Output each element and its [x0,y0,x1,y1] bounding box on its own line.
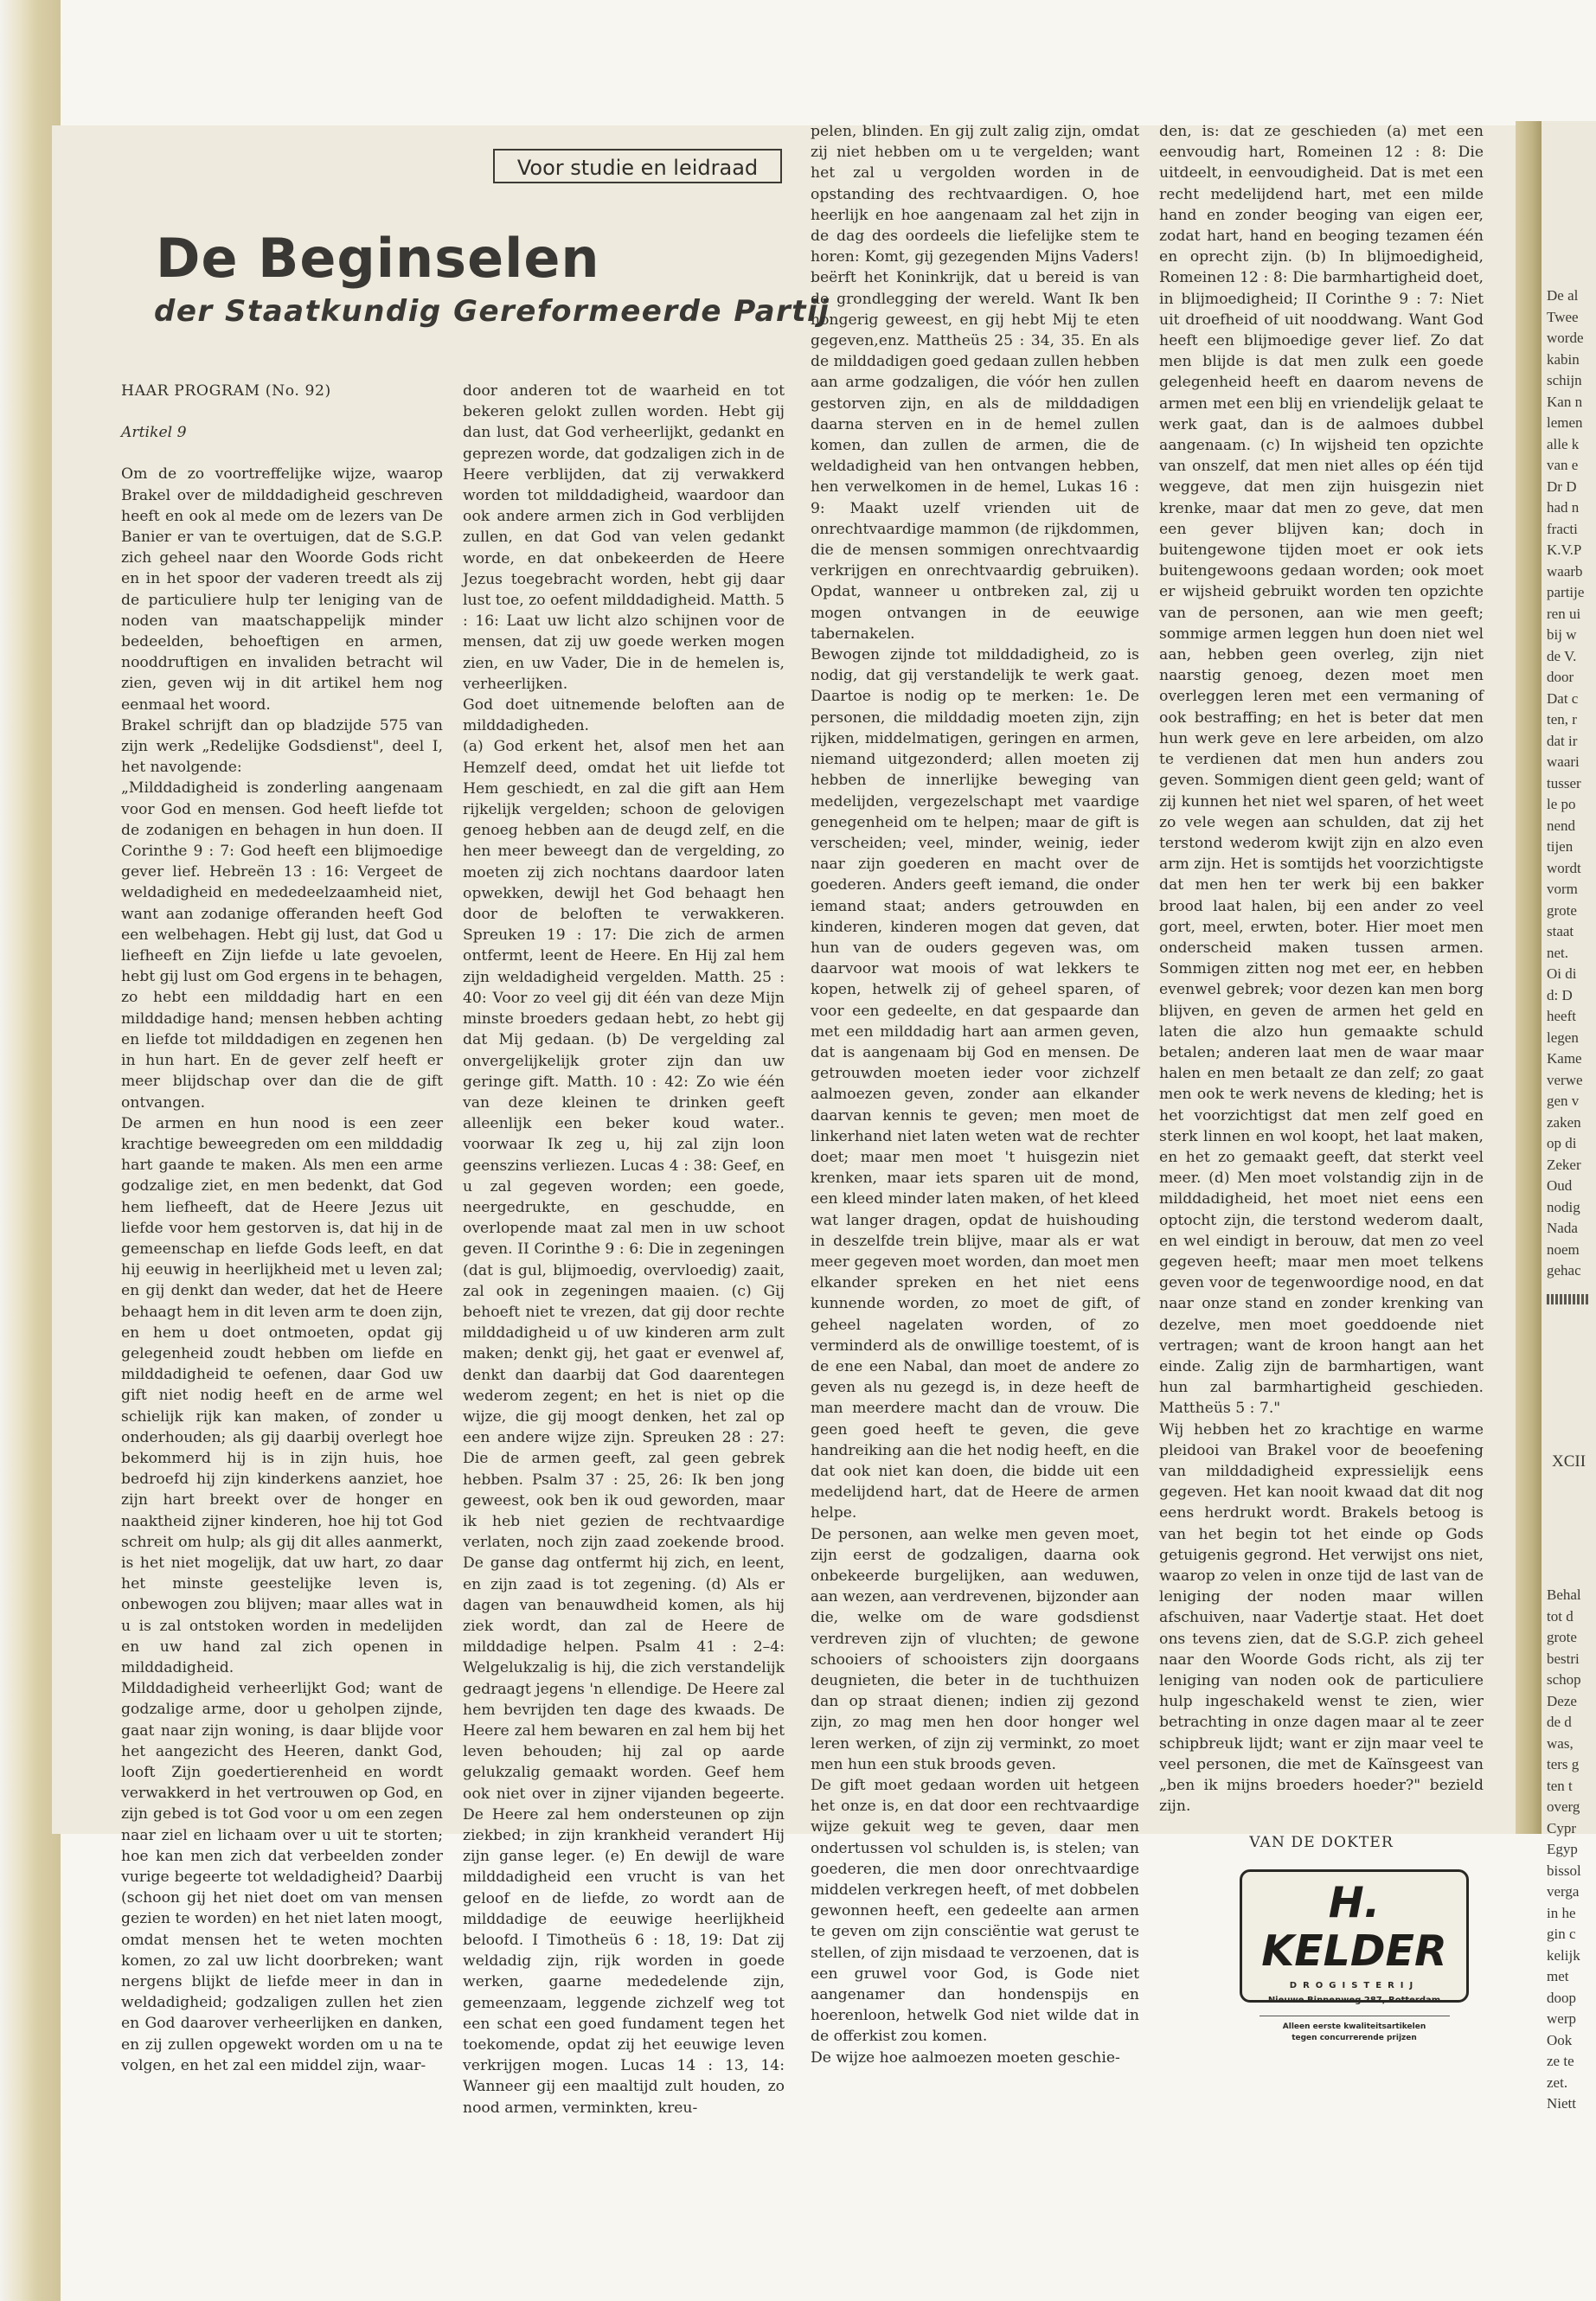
text-fragment: bij w [1547,626,1577,643]
text-fragment: kelijk [1547,1946,1580,1964]
text-fragment: staat [1547,923,1574,939]
text-fragment: heeft [1547,1008,1576,1024]
text-column-1 [121,381,443,2076]
text-fragment: gen v [1547,1093,1580,1109]
paragraph: God doet uitnemende beloften aan de milddadigheden. [463,696,785,735]
text-fragment: wordt [1547,859,1581,876]
text-fragment: Kan n [1547,393,1583,410]
paragraph: „Milddadigheid is zonderling aangenaam voor God en mensen. God heeft liefde tot de zodanigen en behagen in hun doen. II Corinthe 9 : 7: God heeft een blijmoedige gever lief. Hebreën 13 : 16: Vergeet de weldadigheid en mededeelzaamheid niet, want aan zodanige offeranden heeft God een welbehagen. Hebt gij lust, dat God u liefheeft en Zijn liefde u late gevoelen, hebt gij lust om God ergens in te behagen, zo hebt een milddadig hart en een milddadige hand; mensen hebben achting en liefde tot milddadigen en zegenen hen in hun hart. En de gever zelf heeft er meer blijdschap over dan die de gift ontvangen. [121,779,443,1112]
text-fragment: schop [1547,1671,1581,1688]
text-fragment: Kame [1547,1050,1582,1067]
text-fragment: Behal [1547,1586,1581,1603]
text-fragment: zaken [1547,1113,1581,1131]
paragraph: De armen en hun nood is een zeer krachtige beweegreden om een milddadig hart gaande te maken. Als men een arme godzalige ziet, en men bedenkt, dat God hem liefheeft, dat de Heere Jezus uit liefde voor hem gestorven is, dat hij in de gemeenschap en liefde Gods leeft, en dat hij eeuwig in heerlijkheid met u leven zal; en gij denkt dan weder, dat het de Heere behaagt hem in dit leven arm te doen zijn, en hem u doet ontmoeten, opdat gij gelegenheid zoudt hebben om liefde en milddadigheid te oefenen, daar God uw gift niet nodig heeft en de arme wel schielijk rijk kan maken, of zonder u onderhouden; als gij daarbij overlegt hoe bekommerd hij is in zijn huis, hoe bedroefd hij zijn kinderkens aanziet, hoe zijn hart breekt over de honger en naaktheid zijner kinderen, hoe hij tot God schreit om hulp; als gij dit alles aanmerkt, is het niet mogelijk, dat uw hart, zo daar het minste geestelijke leven is, onbewogen zou blijven; maar alles wat in u is zal ontstoken worden in medelijden en uw hand zal zich openen in milddadigheid. [121,1114,443,1676]
text-fragment: fracti [1547,520,1578,537]
ad-note-line-1: Alleen eerste kwaliteitsartikelen [1282,2022,1426,2031]
section-badge: Voor studie en leidraad [493,149,782,183]
text-fragment: verga [1547,1883,1580,1900]
text-fragment: schijn [1547,372,1582,388]
adjacent-section-number: XCII [1552,1452,1586,1471]
text-fragment: ren ui [1547,605,1581,622]
paragraph: (a) God erkent het, alsof men het aan Hemzelf deed, omdat het uit liefde tot Hem geschiedt, en zal die gift aan Hem rijkelijk vergelden; schoon de gelovigen genoeg hebben aan de deugd zelf, en die hen meer beweegt dan de vergelding, zo moeten zij zich nochtans daardoor laten opwekken, dewijl het God behaagt hen door de beloften te verwakkeren. Spreuken 19 : 17: Die zich de armen ontfermt, leent de Heere. En Hij zal hem zijn weldadigheid vergelden. Matth. 25 : 40: Voor zo veel gij dit één van deze Mijn minste broeders gedaan hebt, zo hebt gij dat Mij gedaan. (b) De vergelding zal onvergelijkelijk groter zijn dan uw geringe gift. Matth. 10 : 42: Zo wie één van deze kleinen te drinken geeft alleenlijk een beker koud water.. voorwaar Ik zeg u, hij zal zijn loon geenszins verliezen. Lucas 4 : 38: Geef, en u zal gegeven worden; een goede, neergedrukte, en geschudde, en overlopende maat zal men in uw schoot geven. II Corinthe 9 : 6: Die in zegeningen (dat is gul, blijmoedig, overvloedig) zaait, zal ook in zegeningen maaien. (c) Gij behoeft niet te vrezen, dat gij door rechte milddadigheid u of uw kinderen arm zult maken; denkt gij, het gaat er evenwel af, denkt dan daarbij dat God daarentegen wederom zegent; en het is niet op die wijze, die gij moogt denken, het zal op een andere wijze zijn. Spreuken 28 : 27: Die de armen geeft, zal geen gebrek hebben. Psalm 37 : 25, 26: Ik ben jong geweest, ook ben ik oud geworden, maar ik heb niet gezien de rechtvaardige verlaten, noch zijn zaad zoekende brood. De ganse dag ontfermt hij zich, en leent, en zijn zaad is tot zegening. (d) Als er dagen van benauwdheid komen, als hij ziek wordt, dan zal de Heere de milddadige helpen. Psalm 41 : 2–4: Welgelukzalig is hij, die zich verstandelijk gedraagt jegens 'n ellendige. De Heere zal hem bevrijden ten dage des kwaads. De Heere zal hem bewaren en zal hem bij het leven behouden; hij zal op aarde gelukzalig gemaakt worden. Geef hem ook niet over in zijner vijanden begeerte. De Heere zal hem ondersteunen op zijn ziekbed; in zijn krankheid verandert Hij zijn ganse leger. (e) En dewijl de ware milddadigheid een vrucht is van het geloof en de liefde, zo wordt aan de milddadige de eeuwige heerlijkheid beloofd. I Timotheüs 6 : 18, 19: Dat zij weldadig zijn, rijk worden in goede werken, gaarne mededelende zijn, gemeenzaam, leggende zichzelf weg tot een schat een goed fundament tegen het toekomende, opdat zij het eeuwige leven verkrijgen mogen. Lucas 14 : 13, 14: Wanneer gij een maaltijd zult houden, zo nood armen, verminkten, kreu- [463,738,785,2117]
text-fragment: tot d [1547,1607,1574,1625]
text-fragment: nodig [1547,1198,1580,1215]
text-fragment: verwe [1547,1071,1583,1088]
paragraph: Om de zo voortreffelijke wijze, waarop Brakel over de milddadigheid geschreven heeft en ook al mede om de lezers van De Banier er van te overtuigen, dat de S.G.P. zich geheel naar den Woorde Gods richt en in het spoor der vaderen treedt als zij de particuliere hulp ter leniging van de noden van maatschappelijk minder bedeelden, behoeftigen en armen, nooddruftigen en invaliden betracht wil zien, geven wij in dit artikel hem nog eenmaal het woord. [121,465,443,714]
text-fragment: ten t [1547,1777,1573,1794]
text-fragment: Twee [1547,308,1579,325]
text-fragment: door [1547,669,1574,685]
text-fragment: zet. [1547,2073,1568,2091]
drugstore-advertisement [1240,1869,1469,2042]
text-fragment: tijen [1547,838,1574,855]
text-fragment: kabin [1547,350,1580,368]
page-binding-right [1516,121,1542,1834]
text-fragment: overg [1547,1798,1580,1815]
text-fragment: Nada [1547,1220,1578,1236]
paragraph: Bewogen zijnde tot milddadigheid, zo is nodig, dat gij verstandelijk te werk gaat. Daartoe is nodig op te merken: 1e. De personen, die milddadig moeten zijn, zijn rijken, middelmatigen, geringen en armen, niemand uitgezonderd; allen moeten zij hebben de innerlijke beweging van medelijden, vergezelschapt met vaardige genegenheid om te helpen; maar de gift is verscheiden; veel, minder, weinig, ieder naar zijn goederen en macht over de goederen. Anders geeft iemand, die onder iemand staat; anders getrouwden en kinderen, kinderen mogen dat geven, dat hun van de ouders gegeven was, om daarvoor wat moois of wat lekkers te kopen, hetwelk zij of geheel sparen, of voor een gedeelte, en dat gespaarde dan met een milddadig hart aan armen geven, dat is aangenaam bij God en mensen. De getrouwden moeten ieder voor zichzelf aalmoezen geven, zonder aan elkander daarvan kennis te geven; men moet de linkerhand niet laten weten wat de rechter doet; maar men moet 't huisgezin niet krenken, maar iets sparen uit de mond, een kleed minder laten maken, of het kleed wat langer dragen, opdat de huishouding in deszelfde trein blijve, maar als er wat meer gegeven moet worden, dan moet men elkander spreken en het niet eens kunnende worden, zo moet de gift, of geheel nagelaten worden, of zo verminderd als de onwillige toestemt, of is de ene een Nabal, dan moet de andere zo geven als nu gezegd is, in deze heeft de man meerdere macht dan de vrouw. Die geen goed heeft te geven, die geve handreiking aan die het nodig heeft, en die dat ook niet kan doen, die bidde uit een medelijdend hart, dat de Heere de armen helpe. [811,646,1139,1522]
paragraph: pelen, blinden. En gij zult zalig zijn, omdat zij niet hebben om u te vergelden; want het zal u vergolden worden in de opstanding des rechtvaardigen. O, hoe heerlijk en hoe aangenaam zal het zijn in de dag des oordeels die liefelijke stem te horen: Komt, gij gezegenden Mijns Vaders! beërft het Koninkrijk, dat u bereid is van de grondlegging der wereld. Want Ik ben hongerig geweest, en gij hebt Mij te eten gegeven,enz. Mattheüs 25 : 34, 35. En als de milddadigen goed gedaan zullen hebben aan arme godzaligen, die vóór hen zullen gestorven zijn, en als de milddadigen daarna sterven en in de hemel zullen komen, dan zullen de armen, die de weldadigheid van hen ontvangen hebben, hen verwelkomen in de hemel, Lukas 16 : 9: Maakt uzelf vrienden uit de onrechtvaardige mammon (de rijkdommen, die de mensen sommigen onrechtvaardig verkrijgen en onrechtvaardig gebruiken). Opdat, wanneer u ontbreken zal, zij u mogen ontvangen in de eeuwige tabernakelen. [811,123,1139,643]
text-fragment: ze te [1547,2053,1574,2069]
paragraph: Brakel schrijft dan op bladzijde 575 van zijn werk „Redelijke Godsdienst", deel I, het navolgende: [121,716,443,777]
text-fragment: dat ir [1547,732,1578,749]
text-fragment: doop [1547,1989,1576,2006]
text-fragment: van e [1547,457,1579,473]
text-fragment: gin c [1547,1926,1576,1942]
text-column-4 [1159,121,1484,1854]
text-fragment: partije [1547,584,1585,600]
text-fragment: was, [1547,1734,1574,1752]
column-2-body [463,381,785,2118]
text-fragment: Dr D [1547,478,1577,495]
author-signature: VAN DE DOKTER [1249,1834,1394,1852]
program-heading: HAAR PROGRAM (No. 92) [121,382,331,400]
text-fragment: de V. [1547,647,1577,664]
text-fragment: ters g [1547,1756,1580,1772]
text-fragment: Dat c [1547,689,1579,707]
paragraph: den, is: dat ze geschieden (a) met een eenvoudig hart, Romeinen 12 : 8: Die uitdeelt, in eenvoudigheid. Dat is met een recht medelijdend hart, met een milde hand en zonder beoging van eigen eer, zodat hart, hand en beoging tezamen één en oprecht zijn. (b) In blijmoedigheid, Romeinen 12 : 8: Die barmhartigheid doet, in blijmoedigheid; II Corinthe 9 : 7: Niet uit droefheid of uit nooddwang. Want God heeft een blijmoedige gever lief. Zo dat men blijde is dat men zulk een goede gelegenheid heeft en daarom nevens de armen met een blij en vriendelijk gelaat te werk gaat, dan is de aalmoes dubbel aangenaam. (c) In wijsheid ten opzichte van onszelf, dat men niet alles op één tijd weggeve, dat men zijn huisgezin niet krenke, maar dat men zo geve, dat men een gever blijven kan; doch in buitengewone tijden moet er ook iets buitengewoons gedaan worden; ook moet er wijsheid gebruikt worden ten opzichte van de personen, aan wie men geeft; sommige armen leggen hun doen niet wel aan, hebben geen overleg, zijn niet naarstig genoeg, dezen moet men overleggen leren met een vermaning of ook bestraffing; en het is beter dat men hun werk geve en lere arbeiden, om alzo te verdienen dat men hun anders zou geven. Sommigen dient geen geld; want of zij kunnen het niet wel sparen, of het weet zo vele wegen aan schulden, dat zij het terstond wederom kwijt zijn en alzo even arm zijn. Het is somtijds het voorzichtigste dat men hen ter werk bij een bakker brood laat halen, bij een ander zo veel gort, meel, erwten, boter. Hier moet men onderscheid maken tussen armen. Sommigen zitten nog met eer, en hebben evenwel gebrek; voor dezen kan men borg blijven, en geven de armen het geld en laten die alzo hun gemaakte schuld betalen; anderen laat men de waar maar halen en men betaalt ze dan zelf; zo gaat men ook te werk nevens de kleding; het is het voorzichtigst dat men zelf goed en sterk linnen en wol koopt, het laat maken, en het zo gemaakt geeft, dat sterkt veel meer. (d) Men moet volstandig zijn in de milddadigheid, het moet niet eens een optocht zijn, die terstond wederom daalt, en wel eindigt in berouw, dat men zo veel gegeven heeft; maar men moet telkens geven voor de tegenwoordige nood, en dat naar onze stand en zonder krenking van dezelve, men moet goeddoende niet vertragen; want de kroon hangt aan het einde. Zalig zijn de barmhartigen, want hun zal barmhartigheid geschieden. Mattheüs 5 : 7." [1159,123,1484,1418]
article-title: De Beginselen [156,227,600,290]
text-fragment: lemen [1547,414,1583,431]
column-4-body [1159,121,1484,1817]
text-fragment: vorm [1547,881,1578,897]
text-fragment: werp [1547,2010,1576,2027]
text-fragment: Egyp [1547,1841,1578,1857]
text-fragment: tusser [1547,774,1581,792]
text-fragment: op di [1547,1135,1577,1151]
text-fragment: gehac [1547,1262,1581,1279]
text-fragment: le po [1547,796,1576,812]
text-fragment: Cypr [1547,1819,1576,1836]
text-fragment: bissol [1547,1862,1581,1879]
text-fragment: nend [1547,817,1576,834]
article-subtitle: der Staatkundig Gereformeerde Partij [154,294,830,329]
text-fragment: Niett [1547,2095,1576,2112]
text-fragment: Deze [1547,1692,1577,1709]
paragraph: Milddadigheid verheerlijkt God; want de godzalige arme, door u geholpen zijnde, gaat naar zijn woning, is daar blijde voor het aangezicht des Heeren, dankt God, looft Zijn goedertierenheid en wordt verwakkerd in het vertrouwen op God, en zijn gebed is tot God voor u om een zegen naar ziel en lichaam over u uit te storten; hoe kan men zich dat verbeelden zonder vurige begeerte tot weldadigheid? Daarbij (schoon gij het niet doet om van mensen gezien te worden) en het niet laten moogt, omdat mensen het te weten mochten komen, zo zal uw licht doorbreken; want nergens blijkt de liefde meer in dan in weldadigheid; godzaligen zullen het zien en God daarover verheerlijken en danken, en zij zullen opgewekt worden om u na te volgen, en het zal een middel zijn, waar- [121,1680,443,2074]
text-fragment: had n [1547,499,1580,516]
adjacent-page-top-fragments [1542,285,1596,1282]
article-number: Artikel 9 [121,424,187,442]
text-fragment: De al [1547,287,1579,304]
paragraph: De gift moet gedaan worden uit hetgeen het onze is, en dat door een rechtvaardige wijze gekuit weg te geven, daar men ondertussen vol schulden is, is stelen; van goederen, die men door onrechtvaardige middelen verkregen heeft, of met dobbelen gewonnen heeft, een gedeelte aan armen te geven om zijn consciëntie wat gerust te stellen, of zijn misdaad te verzoenen, dat is een gruwel voor God, is Gode niet aangenamer dan hondenspijs en hoerenloon, hetwelk God niet wilde dat in de offerkist zou komen. [811,1777,1139,2046]
ad-business-type: DROGISTERIJ [1289,1981,1420,1990]
paragraph: De wijze hoe aalmoezen moeten geschie- [811,2048,1120,2067]
column-1-body [121,464,443,2076]
adjacent-page-bottom-fragments [1542,1585,1596,2115]
text-fragment: alle k [1547,435,1580,452]
adjacent-page-strip [1542,121,1596,2112]
paragraph: door anderen tot de waarheid en tot bekeren gelokt zullen worden. Hebt gij dan lust, dat God verheerlijkt, gedankt en geprezen worde, dat godzaligen zich in de Heere verblijden, dat zij verwakkerd worden tot milddadigheid, waardoor dan ook andere armen zich in God verblijden zullen, en dat God van velen gedankt worde, en dat onbekeerden de Heere Jezus toegebracht worden, hebt gij daar lust toe, zo oefent milddadigheid. Matth. 5 : 16: Laat uw licht alzo schijnen voor de mensen, dat zij uw goede werken mogen zien, en uw Vader, Die in de hemelen is, verheerlijken. [463,382,785,693]
text-fragment: met [1547,1968,1569,1984]
paragraph: De personen, aan welke men geven moet, zijn eerst de godzaligen, daarna ook onbekeerde burgelijken, aan weduwen, aan wezen, aan verdrevenen, bijzonder aan die, welke om de ware godsdienst verdreven zijn of vluchten; de gewone schooiers of schooisters zijn doorgaans deugnieten, die beter in de tuchthuizen dan op straat dienen; indien zij gezond zijn, zo mag men hen door honger wel leren werken, of zijn zij verminkt, zo moet men hun een stuk broods geven. [811,1525,1139,1773]
paragraph: Wij hebben het zo krachtige en warme pleidooi van Brakel voor de beoefening van milddadigheid expressielijk eens gegeven. Het kan nooit kwaad dat dit nog eens herdrukt wordt. Brakels betoog is van het begin tot het einde op Gods getuigenis gegrond. Het verwijst ons niet, waarop zo velen in onze tijd de last van de leniging der noden maar willen afschuiven, naar Vadertje staat. Het doet ons tevens zien, dat de S.G.P. zich geheel naar den Woorde Gods richt, als zij ter leniging van noden ook de particuliere hulp ingeschakeld wenst te zien, wier betrachting in onze dagen maar al te zeer schipbreuk lijdt; want er zijn maar veel te veel personen, die met de Kaïnsgeest van „ben ik mijns broeders hoeder?" bezield zijn. [1159,1420,1484,1816]
text-fragment: net. [1547,944,1569,961]
text-fragment: Oud [1547,1177,1573,1194]
text-fragment: K.V.P [1547,542,1582,558]
text-fragment: bestri [1547,1650,1580,1667]
text-fragment: grote [1547,1629,1577,1645]
text-fragment: Ook [1547,2031,1573,2048]
text-fragment: d: D [1547,986,1573,1003]
ad-note-line-2: tegen concurrerende prijzen [1292,2034,1417,2042]
text-column-3 [811,121,1139,2068]
text-fragment: legen [1547,1029,1579,1046]
text-fragment: waari [1547,753,1580,770]
section-ornament [1547,1294,1590,1304]
ad-address: Nieuwe Binnenweg 287, Rotterdam [1267,1996,1441,2005]
text-fragment: waarb [1547,562,1583,580]
column-3-body [811,121,1139,2068]
text-column-2 [463,381,785,2118]
text-fragment: Oi di [1547,965,1577,982]
text-fragment: ten, r [1547,711,1577,727]
text-fragment: in he [1547,1904,1576,1921]
ad-business-name: H. KELDER [1261,1878,1447,1976]
text-fragment: worde [1547,330,1584,346]
text-fragment: Zeker [1547,1156,1581,1173]
text-fragment: de d [1547,1714,1572,1730]
text-fragment: grote [1547,901,1577,919]
text-fragment: noem [1547,1240,1580,1258]
